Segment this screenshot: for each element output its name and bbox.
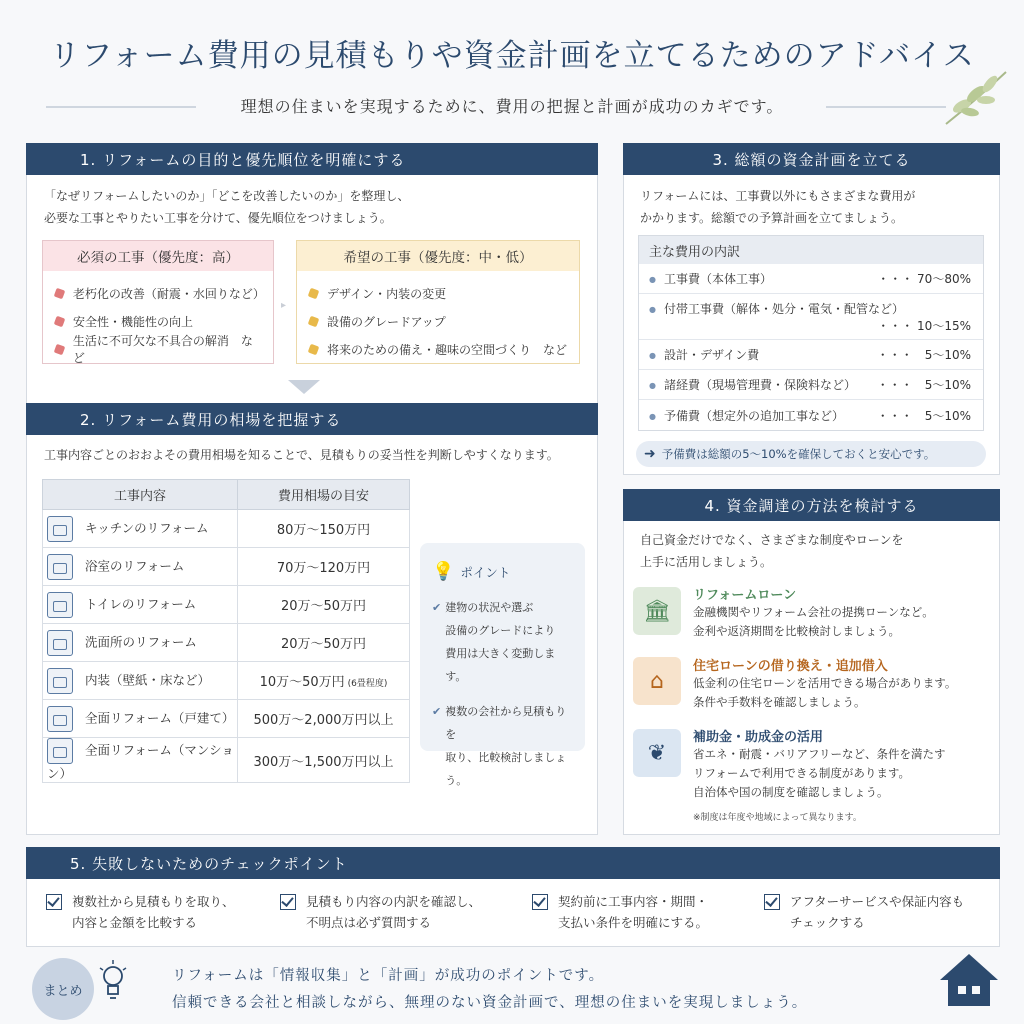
point-header xyxy=(432,561,573,582)
footnote: ※制度は年度や地域によって異なります。 xyxy=(693,813,862,823)
want-work-list xyxy=(297,271,579,371)
section-4-title: 4. 資金調達の方法を検討する xyxy=(704,496,919,515)
point-line: 設備のグレードにより xyxy=(445,624,556,637)
checkpoint-item xyxy=(280,891,510,933)
home-loan-icon: ⌂ xyxy=(633,657,681,705)
breakdown-label: ● 工事費（本体工事） xyxy=(649,270,772,287)
funding-option xyxy=(693,584,993,641)
must-work-title: 必須の工事（優先度：高） xyxy=(43,241,273,271)
section-4-header xyxy=(623,489,1000,521)
column-header: 工事内容 xyxy=(43,480,238,510)
funding-desc: 条件や手数料を確認しましょう。 xyxy=(693,695,866,709)
bullet-icon xyxy=(54,315,66,327)
checkpoint-line: 複数社から見積もりを取り、 xyxy=(72,894,235,909)
table-cell xyxy=(238,700,410,738)
table-cell xyxy=(238,586,410,624)
price-range: 20万～50万円 xyxy=(280,637,367,652)
price-range: 500万～2,000万円以上 xyxy=(253,713,394,728)
table-cell xyxy=(43,700,238,738)
checkpoint-line: 見積もり内容の内訳を確認し、 xyxy=(306,894,482,909)
cost-breakdown xyxy=(638,235,984,431)
breakdown-label: ● 付帯工事費（解体・処分・電気・配管など） xyxy=(649,300,971,317)
section-1-desc xyxy=(44,185,584,229)
arrow-down-icon xyxy=(288,380,320,394)
table-cell xyxy=(43,586,238,624)
section-2-title: 2. リフォーム費用の相場を把握する xyxy=(80,410,342,429)
checkpoint-text xyxy=(306,891,481,933)
list-item xyxy=(309,335,567,363)
checkpoint-text xyxy=(558,891,708,933)
funding-title: 補助金・助成金の活用 xyxy=(693,730,824,745)
point-line: 建物の状況や選ぶ xyxy=(445,601,534,614)
list-item-text: 設備のグレードアップ xyxy=(327,314,446,329)
section-2-header xyxy=(26,403,598,435)
apartment-building-icon xyxy=(47,738,73,764)
funding-title: 住宅ローンの借り換え・追加借入 xyxy=(693,659,888,674)
page-title: リフォーム費用の見積もりや資金計画を立てるためのアドバイス xyxy=(49,38,975,74)
table-cell xyxy=(238,624,410,662)
breakdown-value: ・・・ 5～10% xyxy=(876,348,971,362)
bullet-icon xyxy=(54,343,65,354)
section-4-desc xyxy=(640,529,990,573)
section-3-title: 3. 総額の資金計画を立てる xyxy=(712,150,911,169)
breakdown-title: 主な費用の内訳 xyxy=(639,236,983,264)
arrow-right-icon: ▸ xyxy=(281,300,287,311)
section-3-desc-line: かかります。総額での予算計画を立てましょう。 xyxy=(640,211,904,225)
breakdown-label: ● 予備費（想定外の追加工事など） xyxy=(649,407,844,424)
must-work-card xyxy=(42,240,274,364)
breakdown-row xyxy=(639,370,983,400)
point-line: 複数の会社から見積もりを xyxy=(445,705,567,741)
section-1-header xyxy=(26,143,598,175)
section-5-title: 5. 失敗しないためのチェックポイント xyxy=(70,854,348,873)
price-range: 20万～50万円 xyxy=(280,599,367,614)
table-cell xyxy=(43,548,238,586)
funding-desc: 省エネ・耐震・バリアフリーなど、条件を満たす xyxy=(693,747,946,761)
funding-desc: 低金利の住宅ローンを活用できる場合があります。 xyxy=(693,676,957,690)
table-row xyxy=(43,510,410,548)
checkpoint-item xyxy=(46,891,266,933)
checkpoint-line: 支払い条件を明確にする。 xyxy=(558,915,709,930)
wallpaper-roller-icon xyxy=(47,668,73,694)
checkpoint-text xyxy=(72,891,235,933)
table-row xyxy=(43,624,410,662)
point-item xyxy=(432,596,573,688)
reserve-note-text: 予備費は総額の5～10%を確保しておくと安心です。 xyxy=(661,447,936,461)
point-text xyxy=(445,596,573,688)
bullet-icon xyxy=(308,343,320,355)
work-name: 洗面所のリフォーム xyxy=(85,634,197,649)
price-range: 10万～50万円 xyxy=(259,675,345,690)
bathtub-icon xyxy=(47,554,73,580)
breakdown-row xyxy=(639,264,983,294)
checkpoint-line: 契約前に工事内容・期間・ xyxy=(558,894,709,909)
bullet-icon xyxy=(308,315,320,327)
point-line: 取り、比較検討しましょう。 xyxy=(445,751,567,787)
summary-line: 信頼できる会社と相談しながら、無理のない資金計画で、理想の住まいを実現しましょう。 xyxy=(172,995,808,1011)
table-cell xyxy=(43,662,238,700)
point-line: 費用は大きく変動します。 xyxy=(445,647,556,683)
section-1-desc-line: 必要な工事とやりたい工事を分けて、優先順位をつけましょう。 xyxy=(44,211,392,225)
price-range: 300万～1,500万円以上 xyxy=(253,754,394,770)
table-row xyxy=(43,586,410,624)
sprout-icon: ❦ xyxy=(633,729,681,777)
checkbox-icon xyxy=(532,894,548,910)
table-cell xyxy=(43,738,238,783)
checkpoint-line: 不明点は必ず質問する xyxy=(306,915,432,930)
breakdown-value: ・・・ 10～15% xyxy=(877,318,971,333)
point-title: ポイント xyxy=(460,564,511,580)
list-item-text: 将来のための備え・趣味の空間づくり など xyxy=(327,342,568,357)
must-work-list xyxy=(43,271,273,371)
list-item-text: 老朽化の改善（耐震・水回りなど） xyxy=(72,286,265,301)
section-5-header xyxy=(26,847,1000,879)
list-item xyxy=(55,307,261,335)
breakdown-row xyxy=(639,340,983,370)
checkpoint-line: チェックする xyxy=(790,915,865,930)
section-1-desc-line: 「なぜリフォームしたいのか」「どこを改善したいのか」を整理し、 xyxy=(44,189,410,203)
section-4-desc-line: 自己資金だけでなく、さまざまな制度やローンを xyxy=(640,533,904,547)
table-row xyxy=(43,700,410,738)
table-cell xyxy=(238,510,410,548)
lightbulb-icon xyxy=(98,960,128,1004)
leaf-icon xyxy=(940,66,1012,130)
table-row xyxy=(43,662,410,700)
price-range: 70万～120万円 xyxy=(276,561,371,576)
breakdown-value: ・・・ 5～10% xyxy=(876,378,971,392)
table-row xyxy=(43,548,410,586)
table-cell xyxy=(43,510,238,548)
lightbulb-icon: 💡 xyxy=(432,561,455,582)
checkpoint-item xyxy=(532,891,752,933)
breakdown-row xyxy=(639,294,983,340)
section-3-header xyxy=(623,143,1000,175)
checkbox-icon xyxy=(46,894,62,910)
funding-title: リフォームローン xyxy=(693,588,797,603)
summary-badge: まとめ xyxy=(32,958,94,1020)
funding-desc: 自治体や国の制度を確認しましょう。 xyxy=(693,785,889,799)
want-work-title: 希望の工事（優先度：中・低） xyxy=(297,241,579,271)
house-icon xyxy=(938,952,1000,1008)
section-1-title: 1. リフォームの目的と優先順位を明確にする xyxy=(80,150,406,169)
table-header-row xyxy=(43,480,410,510)
breakdown-label: ● 設計・デザイン費 xyxy=(649,346,759,363)
work-name: キッチンのリフォーム xyxy=(85,520,209,535)
table-cell xyxy=(43,624,238,662)
section-3-desc-line: リフォームには、工事費以外にもさまざまな費用が xyxy=(640,189,916,203)
list-item xyxy=(309,279,567,307)
page-subtitle: 理想の住まいを実現するために、費用の把握と計画が成功のカギです。 xyxy=(240,97,784,116)
funding-desc: 金利や返済期間を比較検討しましょう。 xyxy=(693,624,900,638)
table-row xyxy=(43,738,410,783)
funding-desc: リフォームで利用できる制度があります。 xyxy=(693,766,911,780)
breakdown-value: ・・・ 5～10% xyxy=(876,408,971,423)
column-header: 費用相場の目安 xyxy=(238,480,410,510)
work-name: 浴室のリフォーム xyxy=(85,558,185,573)
list-item xyxy=(309,307,567,335)
point-item xyxy=(432,700,573,792)
list-item-text: 生活に不可欠な不具合の解消 など xyxy=(72,334,253,365)
arrow-right-icon: ➜ xyxy=(644,446,656,462)
bullet-icon xyxy=(54,287,65,298)
breakdown-value: ・・・ 70～80% xyxy=(877,272,971,286)
price-note: (6畳程度) xyxy=(347,679,388,689)
summary-text xyxy=(172,963,932,1017)
checkbox-icon xyxy=(280,894,296,910)
work-name: 内装（壁紙・床など） xyxy=(85,672,211,687)
divider xyxy=(826,106,946,108)
point-box xyxy=(420,543,585,787)
table-cell xyxy=(238,548,410,586)
table-cell xyxy=(238,662,410,700)
point-text xyxy=(445,700,573,792)
check-icon: ✔ xyxy=(432,705,442,718)
checkpoint-line: 内容と金額を比較する xyxy=(72,915,198,930)
toilet-icon xyxy=(47,592,73,618)
check-icon: ✔ xyxy=(432,601,442,614)
funding-desc: 金融機関やリフォーム会社の提携ローンなど。 xyxy=(693,605,934,619)
section-4-desc-line: 上手に活用しましょう。 xyxy=(640,555,773,569)
list-item-text: 安全性・機能性の向上 xyxy=(73,314,194,329)
checkpoint-text xyxy=(790,891,964,933)
checkpoint-item xyxy=(764,891,994,933)
price-range: 80万～150万円 xyxy=(276,523,371,538)
want-work-card xyxy=(296,240,580,364)
funding-option xyxy=(693,655,993,712)
section-2-desc: 工事内容ごとのおおよその費用相場を知ることで、見積もりの妥当性を判断しやすくなります。 xyxy=(44,448,559,462)
breakdown-row xyxy=(639,400,983,430)
house-icon xyxy=(47,706,73,732)
washbasin-icon xyxy=(47,630,73,656)
checkpoint-line: アフターサービスや保証内容も xyxy=(790,894,965,909)
work-name: 全面リフォーム（マンション） xyxy=(47,742,234,781)
bullet-icon xyxy=(308,287,320,299)
list-item xyxy=(55,279,265,307)
breakdown-label: ● 諸経費（現場管理費・保険料など） xyxy=(649,376,856,393)
summary-line: リフォームは「情報収集」と「計画」が成功のポイントです。 xyxy=(172,968,605,984)
list-item xyxy=(55,335,261,363)
table-cell xyxy=(238,738,410,783)
reserve-note xyxy=(636,441,986,467)
kitchen-icon xyxy=(47,516,73,542)
checkbox-icon xyxy=(764,894,780,910)
section-3-desc xyxy=(640,185,990,229)
cost-table xyxy=(42,479,410,783)
funding-option xyxy=(693,726,993,802)
list-item-text: デザイン・内装の変更 xyxy=(327,286,447,301)
bank-icon: 🏛 xyxy=(633,587,681,635)
work-name: トイレのリフォーム xyxy=(85,596,197,611)
work-name: 全面リフォーム（戸建て） xyxy=(85,710,235,725)
